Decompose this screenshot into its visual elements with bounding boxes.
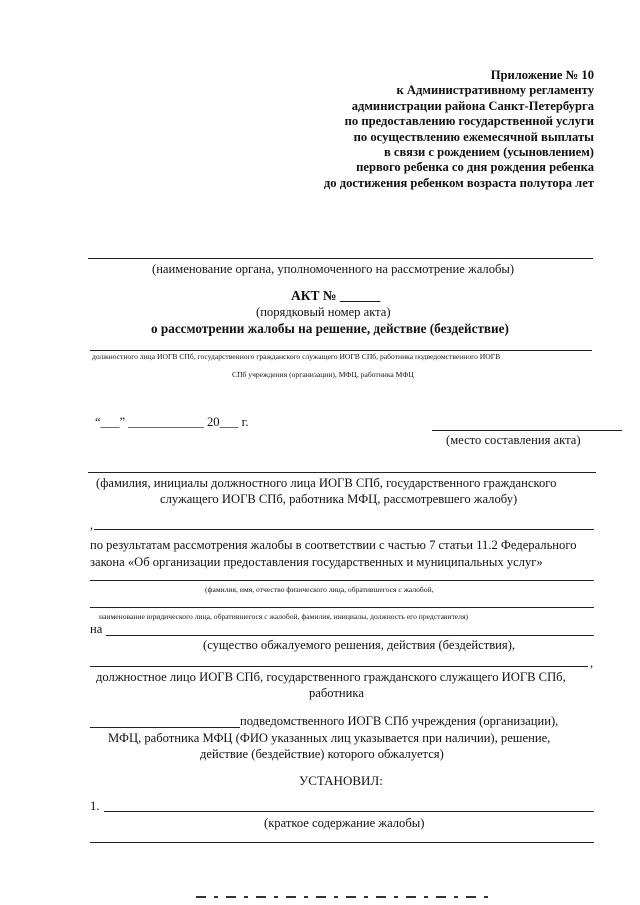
results-line-2: закона «Об организации предоставления государственных и муниципальных услуг» <box>90 555 543 569</box>
subordinate-line-3: действие (бездействие) которого обжалуется) <box>200 747 444 761</box>
essence-line-2 <box>90 666 588 667</box>
date-year-field[interactable]: ___ <box>219 415 239 429</box>
header-line: администрации района Санкт-Петербурга <box>351 98 594 113</box>
date-quote-close: ” <box>119 415 126 429</box>
header-line: в связи с рождением (усыновлением) <box>383 145 594 160</box>
organ-caption: (наименование органа, уполномоченного на рассмотрение жалобы) <box>152 262 515 276</box>
individual-caption: (фамилия, имя, отчество физического лица, обратившегося с жалобой, <box>205 585 434 594</box>
date-month-field[interactable]: ____________ <box>128 415 204 429</box>
reviewer-caption-1: (фамилия, инициалы должностного лица ИОГВ СПб, государственного гражданского <box>96 476 557 490</box>
official-line-2: работника <box>309 686 364 700</box>
appendix-header <box>324 68 594 191</box>
comma-mark-2: , <box>590 656 594 670</box>
established-heading: УСТАНОВИЛ: <box>299 773 383 788</box>
act-number-caption: (порядковый номер акта) <box>256 305 391 319</box>
essence-caption: (существо обжалуемого решения, действия (бездействия), <box>203 638 516 652</box>
essence-line <box>106 635 594 636</box>
header-line: по предоставлению государственной услуги <box>344 114 594 129</box>
legal-line <box>90 607 594 608</box>
place-caption: (место составления акта) <box>446 433 581 447</box>
header-line: к Административному регламенту <box>396 83 594 98</box>
date-quote-open: “ <box>95 415 101 429</box>
date-day-field[interactable]: ___ <box>100 415 120 429</box>
official-line-1: должностное лицо ИОГВ СПб, государственного гражданского служащего ИОГВ СПб, <box>96 670 566 684</box>
date-fields <box>95 415 249 430</box>
cut-off-text <box>196 893 496 899</box>
header-line: Приложение № 10 <box>490 68 594 82</box>
official-caption-2: СПб учреждения (организации), МФЦ, работника МФЦ <box>232 370 414 379</box>
summary-line <box>104 811 594 812</box>
header-line: по осуществлению ежемесячной выплаты <box>353 129 594 144</box>
results-line-1: по результатам рассмотрения жалобы в соответствии с частью 7 статьи 11.2 Федерального <box>90 538 577 552</box>
header-line: до достижения ребенком возраста полутора лет <box>323 175 594 190</box>
official-caption-1: должностного лица ИОГВ СПб, государственного гражданского служащего ИОГВ СПб, работника подведомственного ИОГВ <box>92 352 501 361</box>
subordinate-line-1: подведомственного ИОГВ СПб учреждения (организации), <box>240 714 559 728</box>
on-label: на <box>90 622 103 636</box>
act-title: АКТ № ______ <box>291 288 381 303</box>
act-subject: о рассмотрении жалобы на решение, действие (бездействие) <box>151 321 509 336</box>
date-year-suffix: г. <box>241 415 249 429</box>
reviewer-caption-2: служащего ИОГВ СПб, работника МФЦ, рассмотревшего жалобу) <box>160 492 518 506</box>
official-line <box>90 350 592 351</box>
summary-caption: (краткое содержание жалобы) <box>264 816 425 830</box>
comma-mark: , <box>90 518 94 532</box>
place-line <box>432 430 622 431</box>
reviewer-line <box>88 472 596 473</box>
summary-line-2 <box>90 842 594 843</box>
date-year-prefix: 20 <box>206 415 220 429</box>
item-number: 1. <box>90 799 100 813</box>
legal-caption: наименование юридического лица, обратившегося с жалобой, фамилия, инициалы, должность его представителя) <box>99 612 469 621</box>
applicant-line <box>90 580 594 581</box>
header-line: первого ребенка со дня рождения ребенка <box>356 160 594 175</box>
blank-line <box>94 529 594 530</box>
subordinate-line <box>90 727 240 728</box>
subordinate-line-2: МФЦ, работника МФЦ (ФИО указанных лиц указывается при наличии), решение, <box>108 731 551 745</box>
organ-line <box>88 258 593 259</box>
